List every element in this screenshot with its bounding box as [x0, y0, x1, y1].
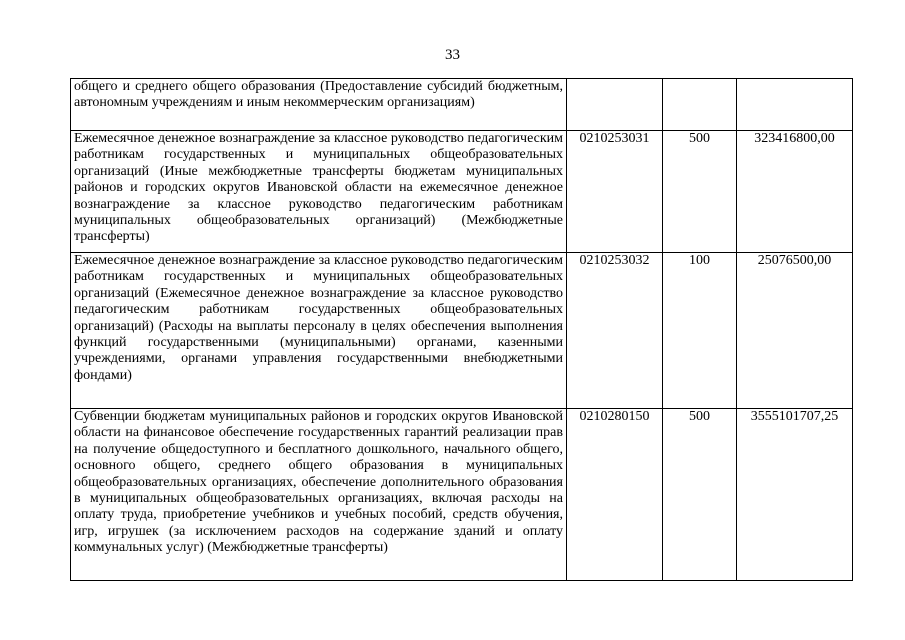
row-type-cell: [663, 79, 737, 131]
page-number: 33: [445, 47, 460, 63]
row-expense-type: 500: [689, 131, 710, 146]
row-amount: 3555101707,25: [750, 409, 839, 424]
row-description-cell: [71, 409, 567, 581]
row-amount-cell: [737, 409, 853, 581]
row-type-cell: [663, 253, 737, 409]
row-code-cell: [567, 79, 663, 131]
row-type-cell: [663, 409, 737, 581]
row-code-cell: [567, 253, 663, 409]
table-row: [71, 79, 853, 131]
row-description-cell: [71, 79, 567, 131]
row-description: Субвенции бюджетам муниципальных районов и городских округов Ивановской области на финансовое обеспечение государственных гарантий реализации прав на получение общедоступного и бесплатного дошкольного, начального общего, основного общего, среднего общего образования в муниципальных общеобразовательных организациях, обеспечение дополнительного образования в муниципальных общеобразовательных организациях, включая расходы на оплату труда, приобретение учебников и учебных пособий, средств обучения, игр, игрушек (за исключением расходов на содержание зданий и оплату коммунальных услуг) (Межбюджетные трансферты): [74, 409, 563, 556]
row-expense-type: 100: [689, 253, 710, 268]
row-target-code: 0210280150: [579, 409, 650, 424]
row-expense-type: 500: [689, 409, 710, 424]
row-code-cell: [567, 409, 663, 581]
row-type-cell: [663, 131, 737, 253]
row-description: общего и среднего общего образования (Предоставление субсидий бюджетным, автономным учреждениям и иным некоммерческим организациям): [74, 79, 563, 111]
row-target-code: 0210253031: [579, 131, 650, 146]
table-row: [71, 409, 853, 581]
row-description-cell: [71, 253, 567, 409]
row-target-code: 0210253032: [579, 253, 650, 268]
budget-table: [70, 78, 853, 581]
table-row: [71, 131, 853, 253]
row-description: Ежемесячное денежное вознаграждение за классное руководство педагогическим работникам государственных и муниципальных общеобразовательных организаций (Иные межбюджетные трансферты бюджетам муниципальных районов и городских округов Ивановской области на ежемесячное денежное вознаграждение за классное руководство педагогическим работникам муниципальных общеобразовательных организаций) (Межбюджетные трансферты): [74, 131, 563, 245]
row-amount: 323416800,00: [754, 131, 835, 146]
row-code-cell: [567, 131, 663, 253]
row-amount-cell: [737, 253, 853, 409]
row-description: Ежемесячное денежное вознаграждение за классное руководство педагогическим работникам государственных и муниципальных общеобразовательных организаций (Ежемесячное денежное вознаграждение за классное руководство педагогическим работникам государственных общеобразовательных организаций) (Расходы на выплаты персоналу в целях обеспечения выполнения функций государственными (муниципальными) органами, казенными учреждениями, органами управления государственными внебюджетными фондами): [74, 253, 563, 383]
table-row: [71, 253, 853, 409]
row-description-cell: [71, 131, 567, 253]
row-amount: 25076500,00: [757, 253, 832, 268]
row-amount-cell: [737, 131, 853, 253]
row-amount-cell: [737, 79, 853, 131]
